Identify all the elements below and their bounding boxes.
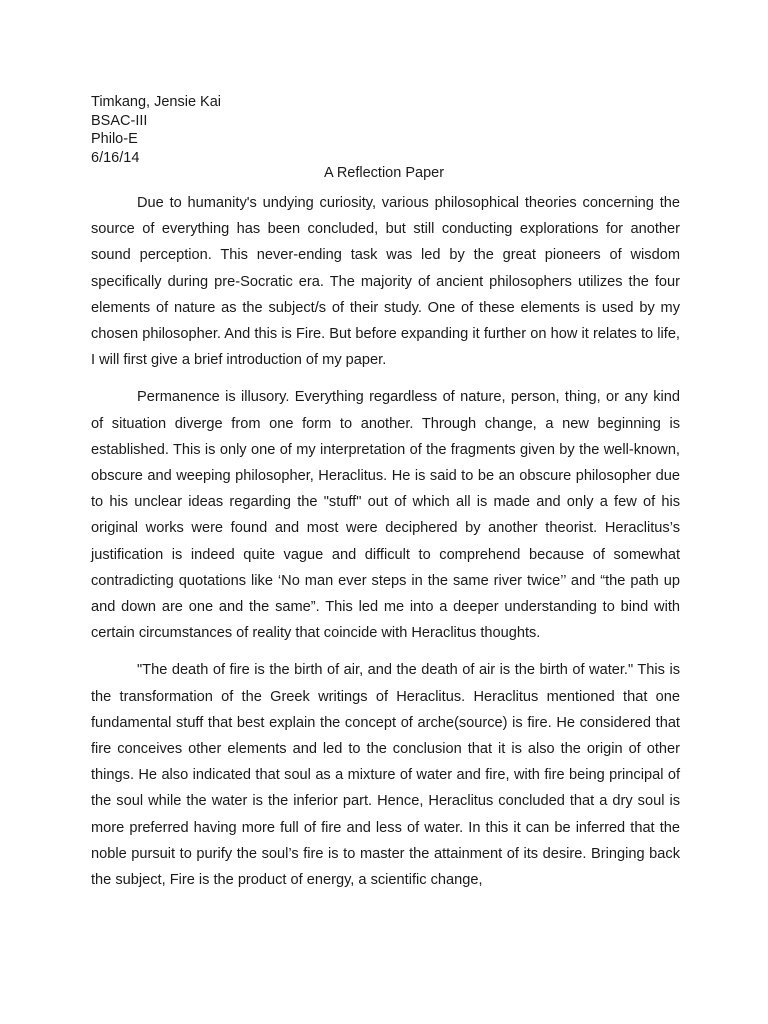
paper-date: 6/16/14 <box>91 149 140 166</box>
subject-code: Philo-E <box>91 131 138 147</box>
author-name: Timkang, Jensie Kai <box>91 94 222 110</box>
paragraph-heraclitus: Permanence is illusory. Everything regardless of nature, person, thing, or any kind of situation diverge from one form to another. Through change, a new beginning is established. This is only one of my interpretation of the fragments given by the well-known, obscure and weeping philosopher, Heraclitus. He is said to be an obscure philosopher due to his unclear ideas regarding the "stuff" out of which all is made and only a few of his original works were found and most were deciphered by another theorist. Heraclitus’s justification is indeed quite vague and difficult to comprehend because of somewhat contradicting quotations like ‘No man ever steps in the same river twice’’ and “the path up and down are one and the same”. This led me into a deeper understanding to bind with certain circumstances of reality that coincide with Heraclitus thoughts. <box>91 389 680 642</box>
author-header <box>91 93 221 167</box>
paper-body <box>91 190 680 893</box>
course-section: BSAC-III <box>91 112 148 129</box>
paper-title: A Reflection Paper <box>323 165 445 181</box>
paragraph-fire: "The death of fire is the birth of air, and the death of air is the birth of water." This is the transformation of the Greek writings of Heraclitus. Heraclitus mentioned that one fundamental stuff that best explain the concept of arche(source) is fire. He considered that fire conceives other elements and led to the conclusion that it is also the origin of other things. He also indicated that soul as a mixture of water and fire, with fire being principal of the soul while the water is the inferior part. Hence, Heraclitus concluded that a dry soul is more preferred having more full of fire and less of water. In this it can be inferred that the noble pursuit to purify the soul’s fire is to master the attainment of its desire. Bringing back the subject, Fire is the product of energy, a scientific change, <box>91 662 680 889</box>
paragraph-introduction: Due to humanity's undying curiosity, various philosophical theories concerning the source of everything has been concluded, but still conducting explorations for another sound perception. This never-ending task was led by the great pioneers of wisdom specifically during pre-Socratic era. The majority of ancient philosophers utilizes the four elements of nature as the subject/s of their study. One of these elements is used by my chosen philosopher. And this is Fire. But before expanding it further on how it relates to life, I will first give a brief introduction of my paper. <box>91 195 680 369</box>
